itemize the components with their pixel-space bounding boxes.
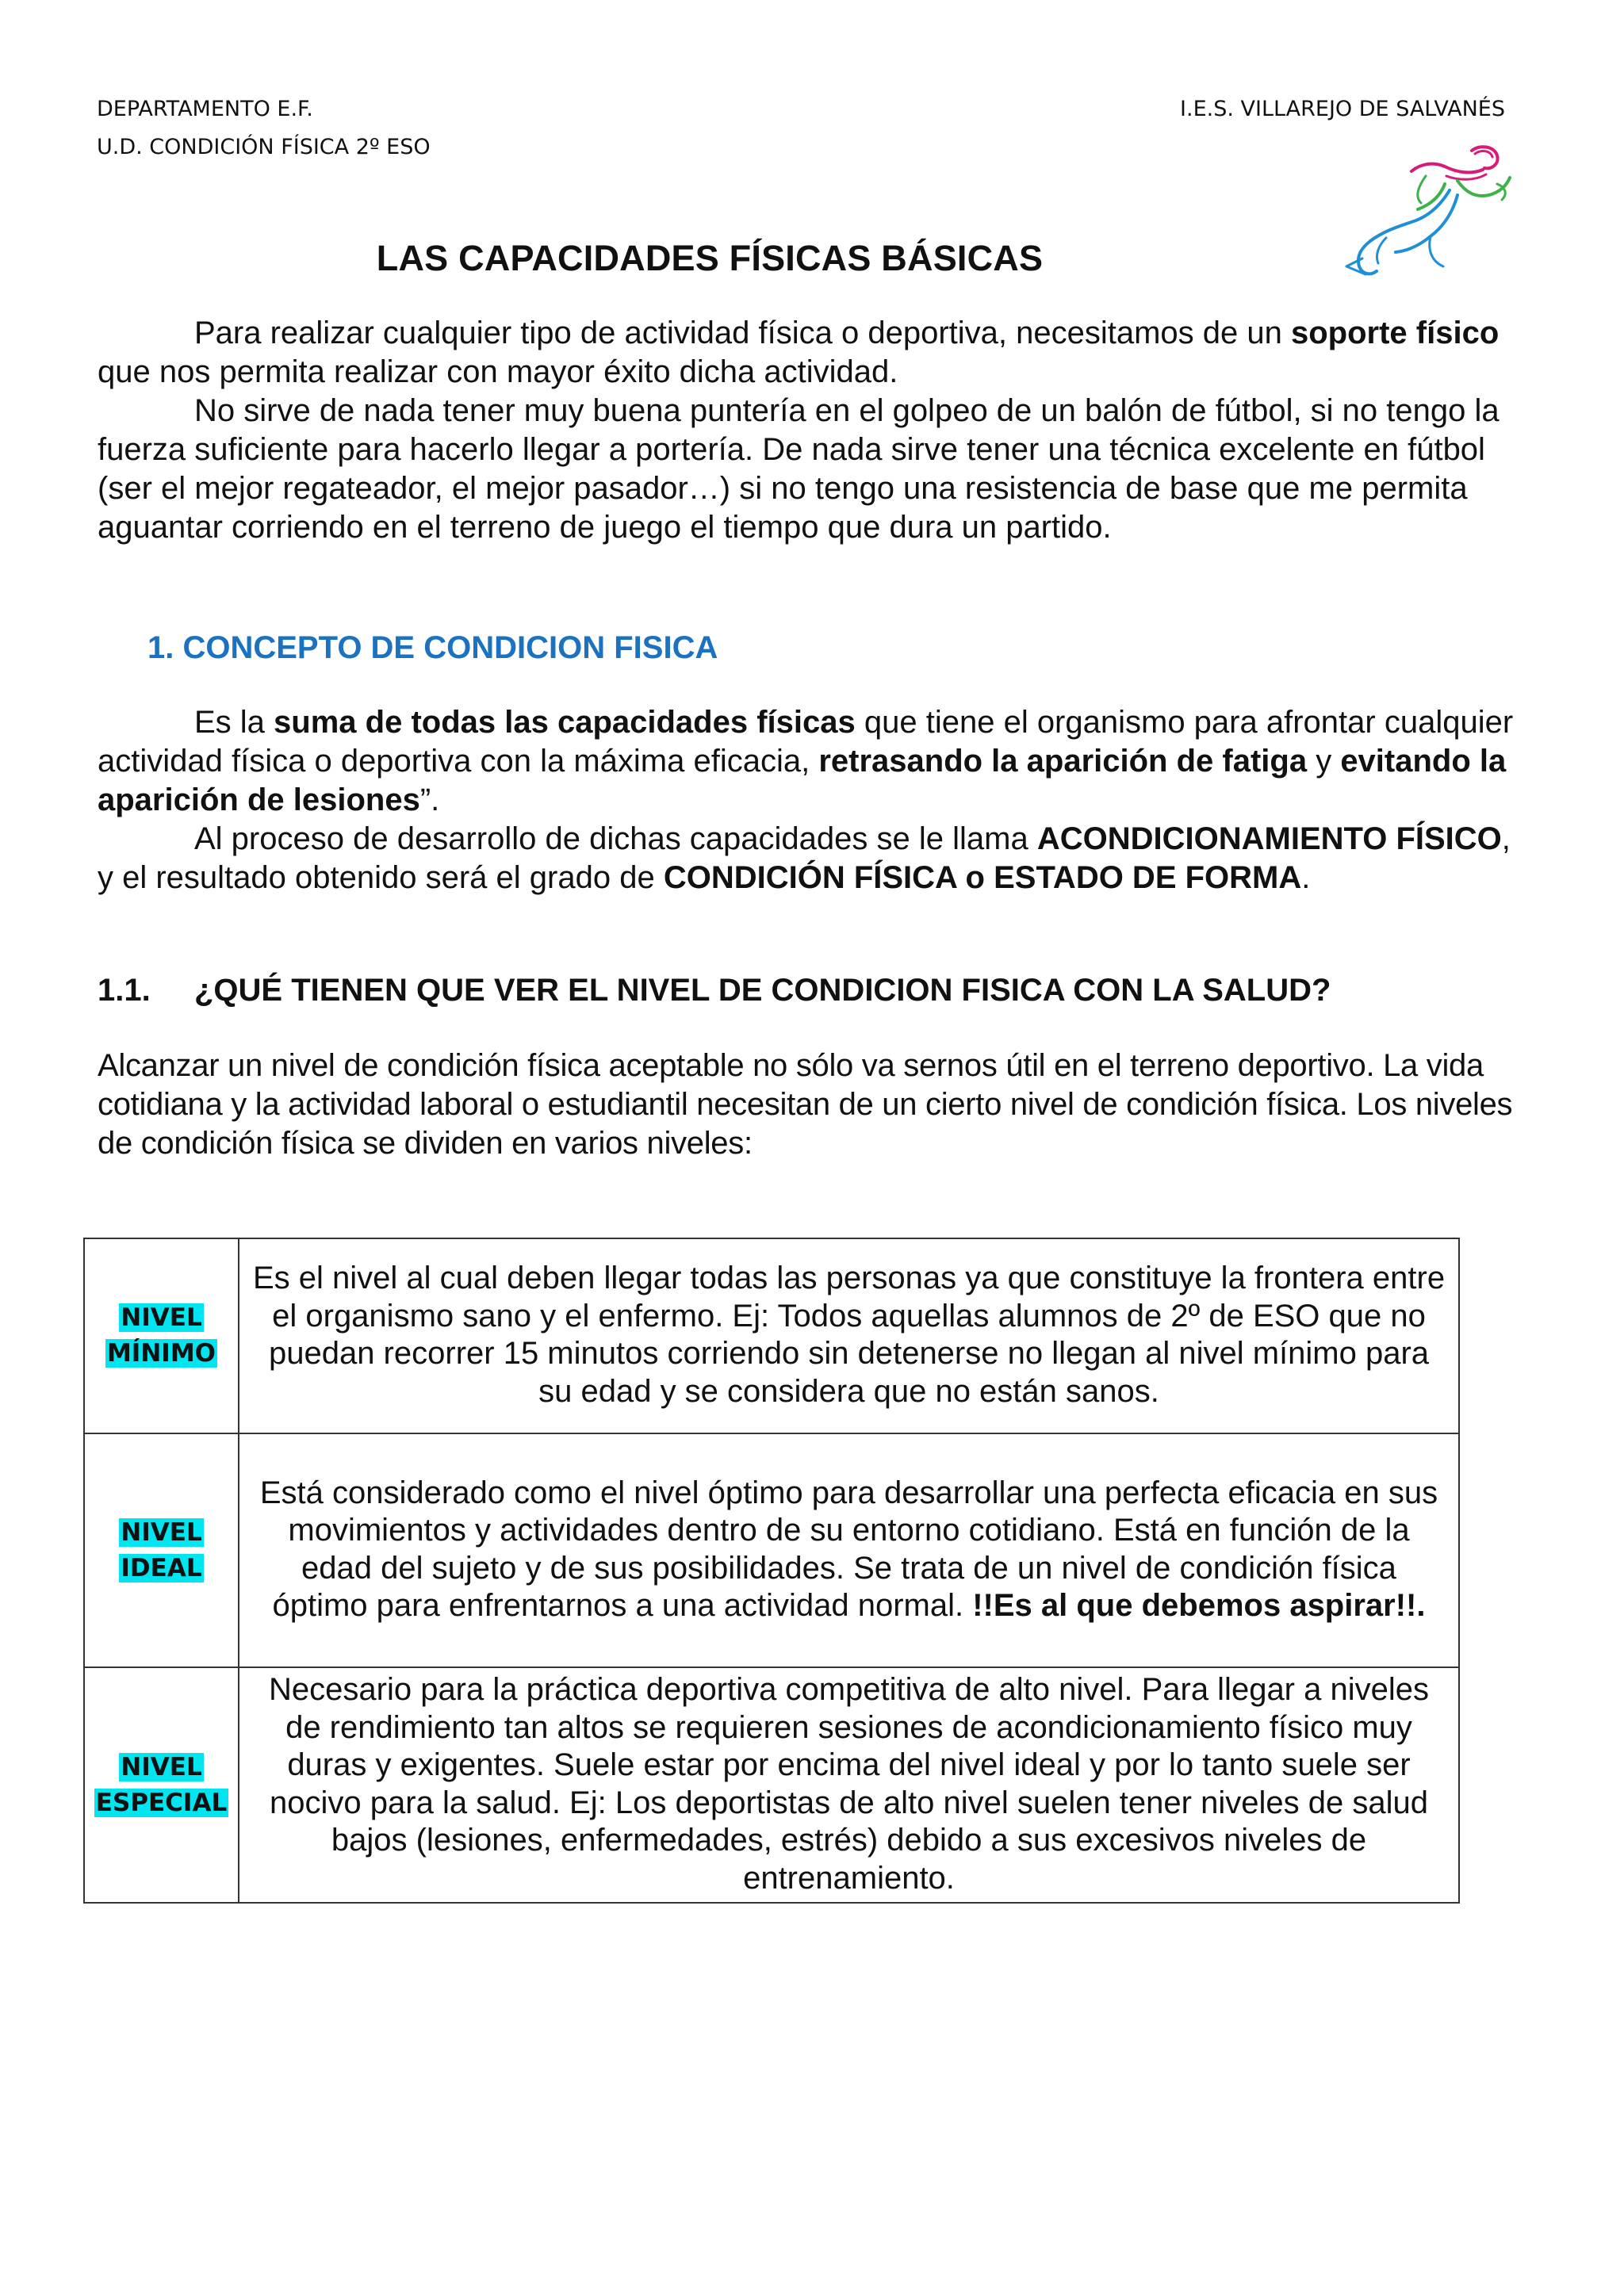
level-label-minimo-2: MÍNIMO bbox=[106, 1339, 216, 1368]
header-school: I.E.S. VILLAREJO DE SALVANÉS bbox=[1180, 97, 1505, 121]
intro-paragraph-2: No sirve de nada tener muy buena puntería en el golpeo de un balón de fútbol, si no tengo la fuerza suficiente para hacerlo llegar a portería. De nada sirve tener una técnica excelente en fútbol (ser el mejor regateador, el mejor pasador…) si no tengo una resistencia de base que me permita aguantar corriendo en el terreno de juego el tiempo que dura un partido. bbox=[98, 393, 1500, 545]
header-unit: U.D. CONDICIÓN FÍSICA 2º ESO bbox=[97, 135, 431, 159]
intro-p1-bold: soporte físico bbox=[1291, 316, 1500, 350]
intro-section bbox=[98, 314, 1517, 547]
level-label-ideal-1: NIVEL bbox=[121, 1517, 202, 1547]
section-1-1-body bbox=[98, 1047, 1517, 1163]
page-title: LAS CAPACIDADES FÍSICAS BÁSICAS bbox=[376, 238, 1044, 278]
section-1-paragraph-1 bbox=[98, 703, 1517, 820]
section-1-paragraph-2 bbox=[98, 820, 1517, 897]
ideal-desc-bold: !!Es al que debemos aspirar!!. bbox=[972, 1588, 1426, 1623]
section-1-1-heading bbox=[98, 973, 1331, 1008]
s1p1-g: ”. bbox=[419, 783, 440, 817]
level-label-ideal-2: IDEAL bbox=[121, 1553, 202, 1582]
s1p2-b: ACONDICIONAMIENTO FÍSICO bbox=[1036, 821, 1502, 856]
level-label-cell bbox=[84, 1238, 239, 1433]
s1p1-b: suma de todas las capacidades físicas bbox=[274, 705, 856, 740]
intro-p1-text: Para realizar cualquier tipo de actividad física o deportiva, necesitamos de un bbox=[194, 316, 1291, 350]
s1p1-c: que tiene el organismo para afrontar cualquier actividad física o deportiva con la máxima eficacia, bbox=[98, 705, 1514, 779]
level-description-minimo: Es el nivel al cual deben llegar todas las personas ya que constituye la frontera entre el organismo sano y el enfermo. Ej: Todos aquellas alumnos de 2º de ESO que no puedan recorrer 15 minutos corriendo sin detenerse no llegan al nivel mínimo para su edad y se considera que no están sanos. bbox=[239, 1238, 1459, 1433]
level-description-ideal bbox=[239, 1433, 1459, 1667]
ideal-desc-text: Está considerado como el nivel óptimo para desarrollar una perfecta eficacia en sus movimientos y actividades dentro de su entorno cotidiano. Está en función de la edad del sujeto y de sus posibilidades. Se trata de un nivel de condición física óptimo para enfrentarnos a una actividad normal. bbox=[259, 1475, 1438, 1623]
table-row bbox=[84, 1238, 1459, 1433]
section-1-body bbox=[98, 703, 1517, 897]
s1p2-a: Al proceso de desarrollo de dichas capacidades se le llama bbox=[194, 821, 1037, 856]
s1p2-c: , y el resultado obtenido será el grado de bbox=[98, 821, 1511, 895]
s1p1-a: Es la bbox=[194, 705, 274, 740]
section-1-1-paragraph: Alcanzar un nivel de condición física aceptable no sólo va sernos útil en el terreno deportivo. La vida cotidiana y la actividad laboral o estudiantil necesitan de un cierto nivel de condición física. Los niveles de condición física se dividen en varios niveles: bbox=[98, 1048, 1513, 1161]
level-label-minimo-1: NIVEL bbox=[121, 1303, 202, 1332]
section-1-1-number: 1.1. bbox=[98, 973, 151, 1008]
level-label-cell bbox=[84, 1433, 239, 1667]
s1p1-e: y bbox=[1307, 744, 1341, 779]
section-1-1-title: ¿QUÉ TIENEN QUE VER EL NIVEL DE CONDICION FISICA CON LA SALUD? bbox=[194, 973, 1331, 1008]
intro-p1-text-end: que nos permita realizar con mayor éxito dicha actividad. bbox=[98, 354, 898, 389]
header-department: DEPARTAMENTO E.F. bbox=[97, 97, 313, 121]
table-row bbox=[84, 1433, 1459, 1667]
level-description-especial: Necesario para la práctica deportiva competitiva de alto nivel. Para llegar a niveles de rendimiento tan altos se requieren sesiones de acondicionamiento físico muy duras y exigentes. Suele estar por encima del nivel ideal y por lo tanto suele ser nocivo para la salud. Ej: Los deportistas de alto nivel suelen tener niveles de salud bajos (lesiones, enfermedades, estrés) debido a sus excesivos niveles de entrenamiento. bbox=[239, 1667, 1459, 1903]
fitness-levels-table bbox=[83, 1238, 1460, 1904]
s1p1-f: evitando la aparición de lesiones bbox=[98, 744, 1507, 817]
level-label-cell bbox=[84, 1667, 239, 1903]
table-row bbox=[84, 1667, 1459, 1903]
s1p1-d: retrasando la aparición de fatiga bbox=[818, 744, 1308, 779]
level-label-especial-2: ESPECIAL bbox=[95, 1788, 228, 1817]
section-1-heading: 1. CONCEPTO DE CONDICION FISICA bbox=[147, 630, 718, 665]
intro-paragraph-1 bbox=[98, 314, 1517, 392]
s1p2-e: . bbox=[1301, 860, 1311, 895]
s1p2-d: CONDICIÓN FÍSICA o ESTADO DE FORMA bbox=[663, 860, 1302, 895]
level-label-especial-1: NIVEL bbox=[121, 1752, 202, 1781]
